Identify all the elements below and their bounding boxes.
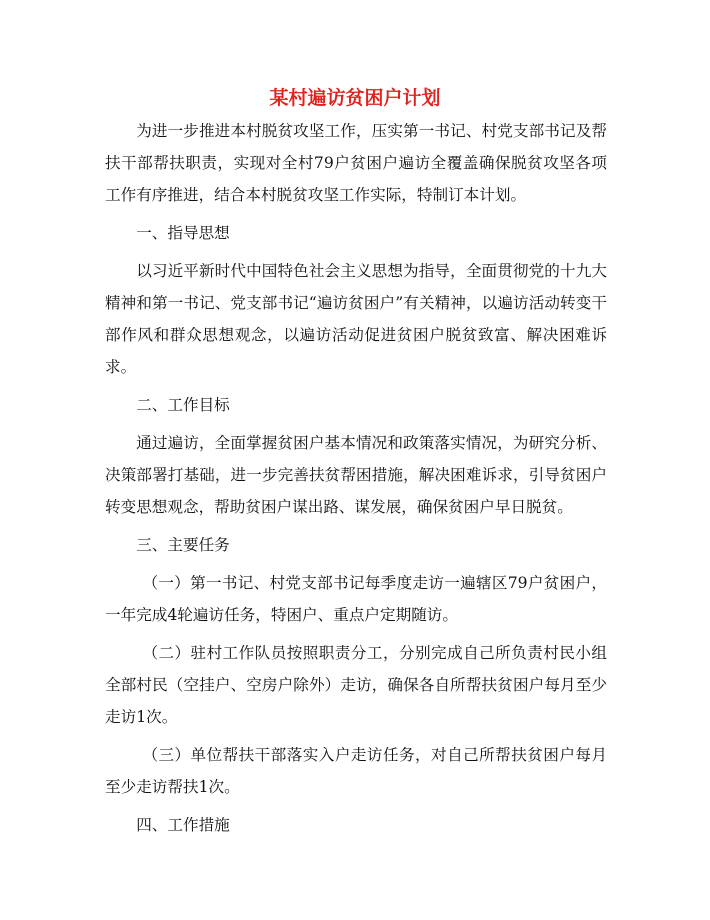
section-heading-work-measures: 四、工作措施 (136, 816, 230, 834)
main-task-item-1: （一）第一书记、村党支部书记每季度走访一遍辖区79户贫困户，一年完成4轮遍访任务，特困户、重点户定期随访。 (105, 574, 607, 624)
main-task-item-3: （三）单位帮扶干部落实入户走访任务，对自己所帮扶贫困户每月至少走访帮扶1次。 (105, 746, 607, 796)
intro-paragraph: 为进一步推进本村脱贫攻坚工作，压实第一书记、村党支部书记及帮扶干部帮扶职责，实现对全村79户贫困户遍访全覆盖确保脱贫攻坚各项工作有序推进，结合本村脱贫攻坚工作实际，特制订本计划。 (105, 122, 607, 204)
section-heading-work-goals: 二、工作目标 (136, 396, 230, 414)
work-goals-paragraph: 通过遍访，全面掌握贫困户基本情况和政策落实情况，为研究分析、决策部署打基础，进一步完善扶贫帮困措施，解决困难诉求，引导贫困户转变思想观念，帮助贫困户谋出路、谋发展，确保贫困户早日脱贫。 (105, 434, 607, 516)
guiding-ideology-paragraph: 以习近平新时代中国特色社会主义思想为指导，全面贯彻党的十九大精神和第一书记、党支部书记“遍访贫困户”有关精神，以遍访活动转变干部作风和群众思想观念，以遍访活动促进贫困户脱贫致富、解决困难诉求。 (105, 262, 607, 376)
section-heading-main-tasks: 三、主要任务 (136, 536, 230, 554)
document-body (105, 115, 607, 847)
section-heading-guiding-ideology: 一、指导思想 (136, 224, 230, 242)
main-task-item-2: （二）驻村工作队员按照职责分工，分别完成自己所负责村民小组全部村民（空挂户、空房户除外）走访，确保各自所帮扶贫困户每月至少走访1次。 (105, 644, 607, 726)
document-title: 某村遍访贫困户计划 (269, 87, 441, 109)
